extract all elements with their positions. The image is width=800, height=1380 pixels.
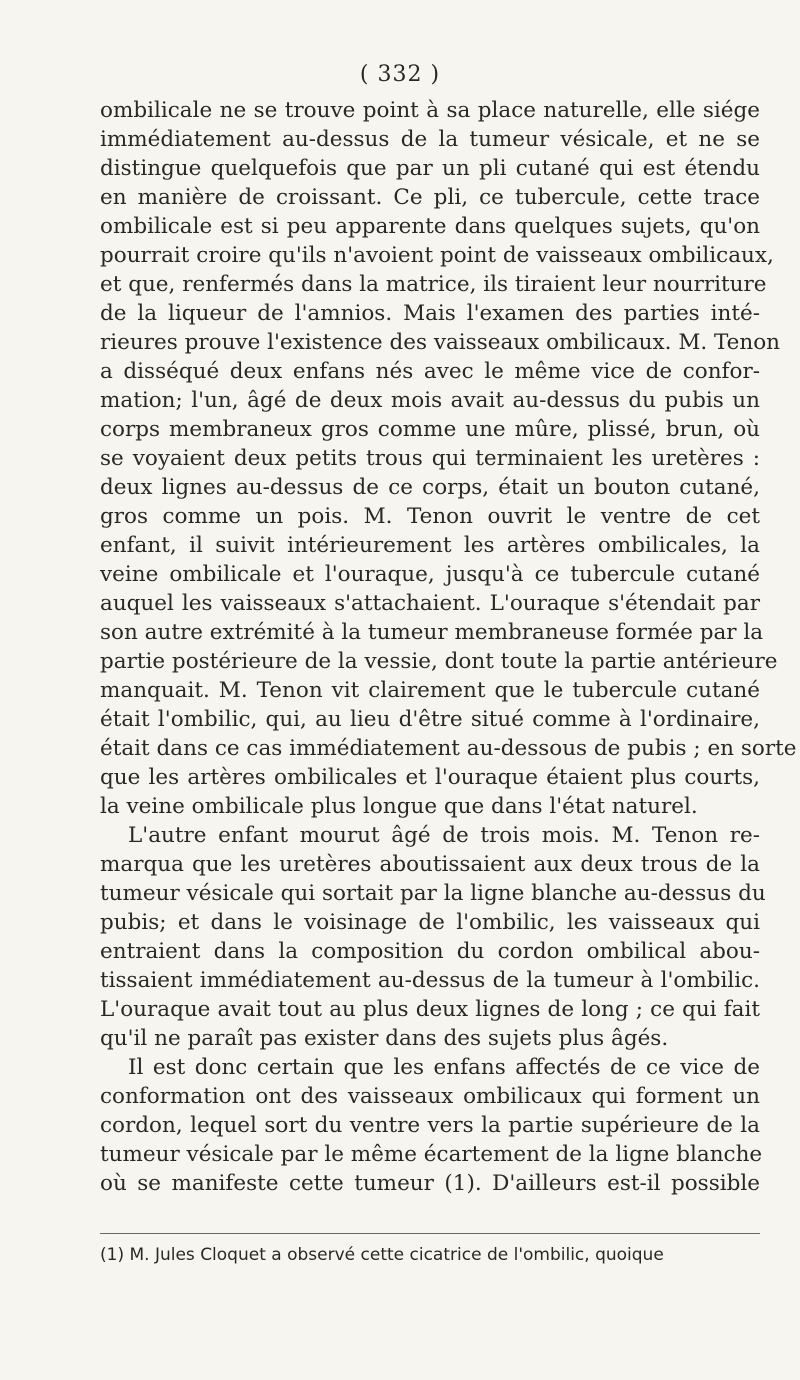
text-line: enfant, il suivit intérieurement les artères ombilicales, la [100, 533, 760, 558]
text-line: corps membraneux gros comme une mûre, plissé, brun, où [100, 417, 760, 442]
text-line: cordon, lequel sort du ventre vers la partie supérieure de la [100, 1113, 760, 1138]
footnote-separator [100, 1233, 760, 1234]
text-line: rieures prouve l'existence des vaisseaux ombilicaux. M. Tenon [100, 330, 781, 355]
text-line: son autre extrémité à la tumeur membraneuse formée par la [100, 620, 764, 645]
text-line: était dans ce cas immédiatement au-dessous de pubis ; en sorte [100, 736, 797, 761]
text-line: partie postérieure de la vessie, dont toute la partie antérieure [100, 649, 778, 674]
text-line: que les artères ombilicales et l'ouraque étaient plus courts, [100, 765, 760, 790]
text-line: a disséqué deux enfans nés avec le même vice de confor- [100, 359, 760, 384]
text-line: distingue quelquefois que par un pli cutané qui est étendu [100, 156, 760, 181]
text-line: L'autre enfant mourut âgé de trois mois. M. Tenon re- [128, 823, 760, 848]
text-line: manquait. M. Tenon vit clairement que le tubercule cutané [100, 678, 760, 703]
text-line: la veine ombilicale plus longue que dans l'état naturel. [100, 794, 698, 819]
text-line: gros comme un pois. M. Tenon ouvrit le ventre de cet [100, 504, 760, 529]
text-line: Il est donc certain que les enfans affectés de ce vice de [128, 1055, 760, 1080]
body-text [100, 96, 797, 1198]
text-line: où se manifeste cette tumeur (1). D'ailleurs est-il possible [100, 1171, 760, 1196]
text-line: tissaient immédiatement au-dessus de la tumeur à l'ombilic. [100, 968, 760, 993]
text-line: pourrait croire qu'ils n'avoient point de vaisseaux ombilicaux, [100, 243, 774, 268]
text-line: se voyaient deux petits trous qui terminaient les uretères : [100, 446, 760, 471]
text-line: pubis; et dans le voisinage de l'ombilic, les vaisseaux qui [100, 910, 760, 935]
text-line: entraient dans la composition du cordon ombilical abou- [100, 939, 760, 964]
text-line: mation; l'un, âgé de deux mois avait au-dessus du pubis un [100, 388, 760, 413]
text-line: était l'ombilic, qui, au lieu d'être situé comme à l'ordinaire, [100, 707, 760, 732]
text-line: L'ouraque avait tout au plus deux lignes de long ; ce qui fait [100, 997, 760, 1022]
text-line: tumeur vésicale par le même écartement de la ligne blanche [100, 1142, 763, 1167]
text-line: auquel les vaisseaux s'attachaient. L'ouraque s'étendait par [100, 591, 760, 616]
text-line: qu'il ne paraît pas exister dans des sujets plus âgés. [100, 1026, 669, 1051]
text-line: deux lignes au-dessus de ce corps, était un bouton cutané, [100, 475, 760, 500]
page-number: ( 332 ) [359, 62, 441, 87]
text-line: de la liqueur de l'amnios. Mais l'examen des parties inté- [100, 301, 760, 326]
text-line: ombilicale est si peu apparente dans quelques sujets, qu'on [100, 214, 760, 239]
footnote: (1) M. Jules Cloquet a observé cette cicatrice de l'ombilic, quoique [100, 1245, 664, 1265]
text-line: immédiatement au-dessus de la tumeur vésicale, et ne se [100, 127, 760, 152]
text-line: conformation ont des vaisseaux ombilicaux qui forment un [100, 1084, 760, 1109]
text-line: et que, renfermés dans la matrice, ils tiraient leur nourriture [100, 272, 767, 297]
text-line: veine ombilicale et l'ouraque, jusqu'à ce tubercule cutané [100, 562, 760, 587]
text-line: tumeur vésicale qui sortait par la ligne blanche au-dessus du [100, 881, 766, 906]
text-line: en manière de croissant. Ce pli, ce tubercule, cette trace [100, 185, 760, 210]
text-line: ombilicale ne se trouve point à sa place naturelle, elle siége [100, 98, 760, 123]
text-line: marqua que les uretères aboutissaient aux deux trous de la [100, 852, 760, 877]
